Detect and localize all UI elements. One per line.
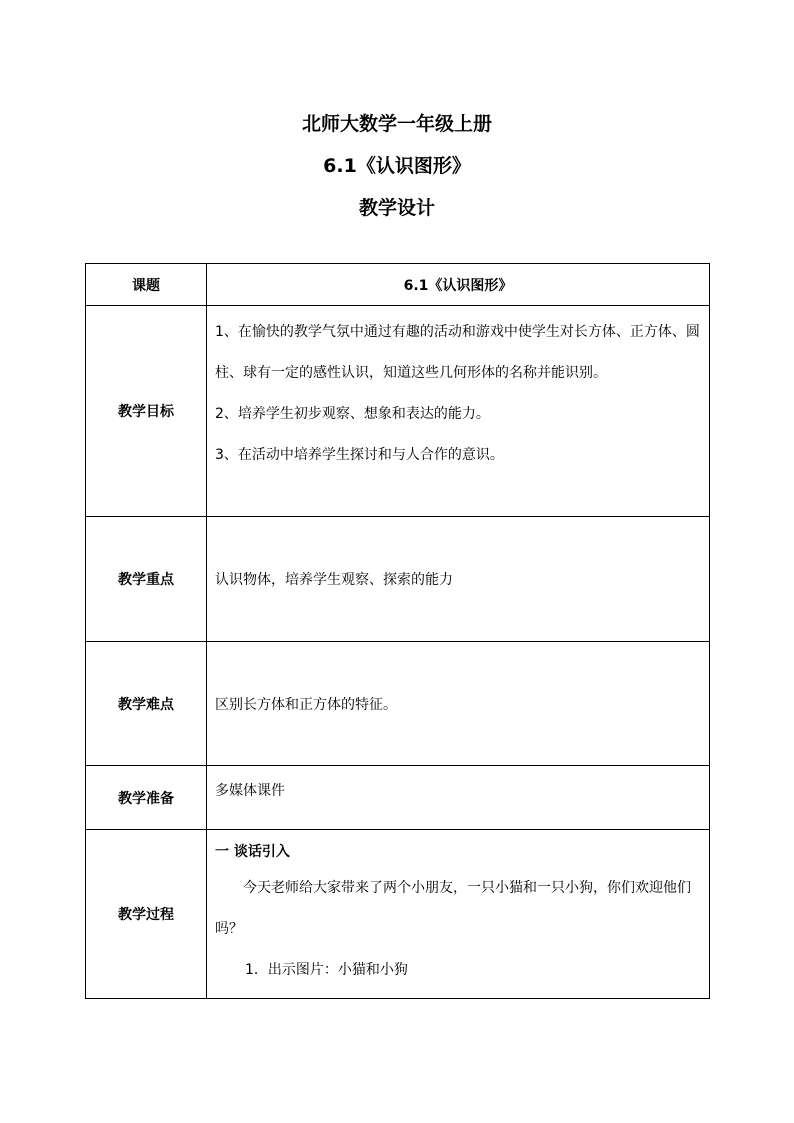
process-section-heading: 一 谈话引入 [215, 844, 290, 860]
document-title [0, 103, 794, 229]
difficulties-label: 教学难点 [86, 642, 207, 766]
title-line-doc-type: 教学设计 [358, 197, 435, 219]
topic-label: 课题 [86, 264, 207, 306]
preparation-value: 多媒体课件 [207, 766, 710, 830]
objective-item-1: 1、在愉快的教学气氛中通过有趣的活动和游戏中使学生对长方体、正方体、圆柱、球有一定的感性认识，知道这些几何形体的名称并能识别。 [215, 324, 700, 381]
key-points-label: 教学重点 [86, 517, 207, 642]
topic-value: 6.1《认识图形》 [207, 264, 710, 306]
row-topic [86, 264, 710, 306]
row-preparation [86, 766, 710, 830]
objective-item-3: 3、在活动中培养学生探讨和与人合作的意识。 [215, 447, 504, 463]
objectives-label: 教学目标 [86, 306, 207, 517]
objective-item-2: 2、培养学生初步观察、想象和表达的能力。 [215, 406, 490, 422]
lesson-plan-table [85, 263, 710, 999]
difficulties-value: 区别长方体和正方体的特征。 [207, 642, 710, 766]
title-line-lesson: 6.1《认识图形》 [323, 155, 471, 177]
objectives-content [207, 306, 710, 517]
row-key-points [86, 517, 710, 642]
key-points-value: 认识物体，培养学生观察、探索的能力 [207, 517, 710, 642]
process-paragraph: 今天老师给大家带来了两个小朋友，一只小猫和一只小狗，你们欢迎他们吗？ [215, 880, 691, 937]
process-content [207, 830, 710, 999]
preparation-label: 教学准备 [86, 766, 207, 830]
row-process [86, 830, 710, 999]
row-difficulties [86, 642, 710, 766]
process-label: 教学过程 [86, 830, 207, 999]
process-step: 1．出示图片：小猫和小狗 [245, 962, 408, 978]
row-objectives [86, 306, 710, 517]
title-line-publisher: 北师大数学一年级上册 [301, 113, 492, 135]
